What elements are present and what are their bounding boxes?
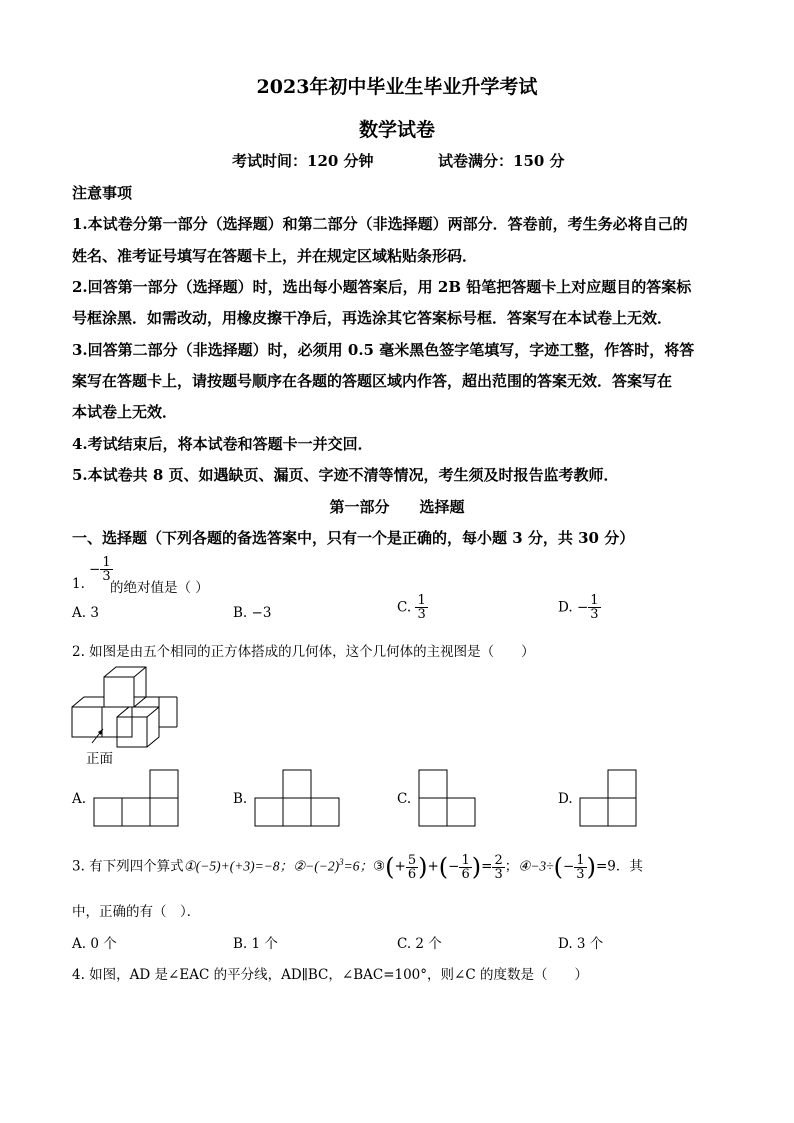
note-2-line-1: 2.回答第一部分（选择题）时，选出每小题答案后，用 2B 铅笔把答题卡上对应题目的答案标 [72, 278, 692, 296]
q1-c-den: 3 [417, 607, 426, 622]
q1-frac-den: 3 [102, 569, 111, 584]
note-3-line-1: 3.回答第二部分（非选择题）时，必须用 0.5 毫米黑色签字笔填写，字迹工整，作答时，将答 [72, 341, 695, 359]
q3-e4-frac [574, 854, 586, 881]
q3-intro: 3. 有下列四个算式 [72, 858, 184, 875]
q3-e4-minus: − [562, 858, 575, 875]
q3-paren: ) [471, 853, 482, 881]
q3-e3-eq: = [481, 858, 493, 875]
q1-minus: − [89, 561, 101, 578]
q3-e3-f3-den: 3 [494, 866, 503, 882]
q2-text: 2. 如图是由五个相同的正方体搭成的几何体，这个几何体的主视图是（ ） [72, 644, 535, 660]
q3-line-2: 中，正确的有（ ）． [72, 904, 201, 920]
q3-e3-f1-num: 5 [407, 852, 417, 868]
exam-time: 考试时间：120 分钟 [232, 152, 374, 170]
q3-expr-2: ②−(−2) [293, 858, 340, 874]
q1-option-c-fraction [415, 594, 427, 621]
q1-c-num: 1 [417, 593, 426, 608]
q3-expr-1: ①(−5)+(+3)=−8； [183, 858, 294, 874]
q4-text: 4. 如图，AD 是∠EAC 的平分线，AD∥BC，∠BAC=100°，则∠C 的度数是（ ） [72, 967, 588, 983]
q3-option-b[interactable]: B. 1 个 [233, 936, 278, 952]
q1-option-c-label: C. [397, 599, 412, 616]
q3-e4-den: 3 [576, 866, 585, 882]
q1-option-d-fraction [588, 594, 600, 621]
q3-e3-f2-num: 1 [461, 852, 470, 868]
note-5: 5.本试卷共 8 页、如遇缺页、漏页、字迹不清等情况，考生须及时报告监考教师． [72, 466, 619, 484]
q3-option-d[interactable]: D. 3 个 [558, 936, 604, 952]
q3-paren: ) [418, 853, 428, 881]
q1-number: 1. [72, 576, 85, 592]
q3-paren: ( [385, 853, 395, 881]
note-3-line-3: 本试卷上无效． [72, 403, 178, 421]
section-heading: 一、选择题（下列各题的备选答案中，只有一个是正确的，每小题 3 分，共 30 分） [72, 529, 635, 547]
q1-option-a[interactable]: A. 3 [72, 605, 99, 621]
q1-d-den: 3 [590, 607, 599, 622]
exam-title: 2023年初中毕业生毕业升学考试 [256, 76, 538, 98]
q3-expression-line [72, 844, 643, 885]
q3-e3-frac-2 [459, 854, 471, 881]
note-1-line-1: 1.本试卷分第一部分（选择题）和第二部分（非选择题）两部分．答卷前，考生务必将自己的 [72, 215, 688, 233]
q2-option-b-label[interactable]: B. [233, 791, 248, 807]
q3-expr-2-end: =6； [343, 858, 374, 874]
q2-option-b-figure[interactable] [253, 768, 343, 828]
q2-option-d-label[interactable]: D. [558, 791, 573, 807]
q3-expr-3-pre: ③ [373, 858, 386, 875]
q1-option-c[interactable] [397, 594, 428, 621]
q3-e3-f1-den: 6 [407, 866, 417, 882]
note-1-line-2: 姓名、准考证号填写在答题卡上，并在规定区域粘贴条形码． [72, 247, 478, 265]
note-2-line-2: 号框涂黑．如需改动，用橡皮擦干净后，再选涂其它答案标号框．答案写在本试卷上无效． [72, 309, 673, 327]
q3-e4-num: 1 [576, 852, 585, 868]
q3-expr-2-exponent: 3 [339, 857, 344, 867]
q2-option-d-figure[interactable] [578, 768, 640, 828]
q2-solid-figure [70, 665, 190, 755]
q2-front-label: 正面 [86, 751, 113, 767]
q2-option-c-label[interactable]: C. [397, 791, 412, 807]
q3-e3-f3-num: 2 [494, 852, 503, 868]
q3-e3-end: ； [504, 858, 519, 875]
q3-e3-frac-1 [406, 854, 418, 881]
q1-option-d[interactable] [558, 594, 601, 621]
q2-option-a-label[interactable]: A. [72, 791, 87, 807]
part1-heading: 第一部分 选择题 [329, 498, 465, 516]
q1-option-d-minus: − [576, 599, 589, 616]
q2-option-c-figure[interactable] [417, 768, 479, 828]
q3-e4-end: =9．其 [595, 858, 643, 875]
q3-e3-mid: + [427, 858, 439, 875]
q3-paren: ( [553, 853, 563, 881]
q3-paren: ) [586, 853, 596, 881]
q3-paren: ( [438, 853, 449, 881]
q3-e3-plus: + [394, 858, 406, 875]
q3-e3-f2-den: 6 [461, 866, 470, 882]
note-3-line-2: 案写在答题卡上，请按题号顺序在各题的答题区域内作答，超出范围的答案无效．答案写在 [72, 372, 673, 390]
q3-option-c[interactable]: C. 2 个 [397, 936, 442, 952]
q1-d-num: 1 [590, 593, 599, 608]
q1-text: 的绝对值是（ ） [110, 580, 209, 596]
q3-e3-frac-3 [492, 854, 504, 881]
q1-option-b[interactable]: B. −3 [233, 605, 272, 621]
q1-frac-num: 1 [102, 555, 111, 570]
note-4: 4.考试结束后，将本试卷和答题卡一并交回． [72, 435, 373, 453]
q3-e4-pre: ④−3÷ [518, 858, 554, 874]
q3-option-a[interactable]: A. 0 个 [72, 936, 117, 952]
q3-e3-minus: − [448, 858, 460, 875]
exam-score: 试卷满分：150 分 [438, 152, 565, 170]
exam-subtitle: 数学试卷 [358, 119, 435, 141]
q1-option-d-label: D. [558, 599, 573, 616]
notes-heading: 注意事项 [72, 184, 133, 202]
q2-option-a-figure[interactable] [92, 768, 182, 828]
